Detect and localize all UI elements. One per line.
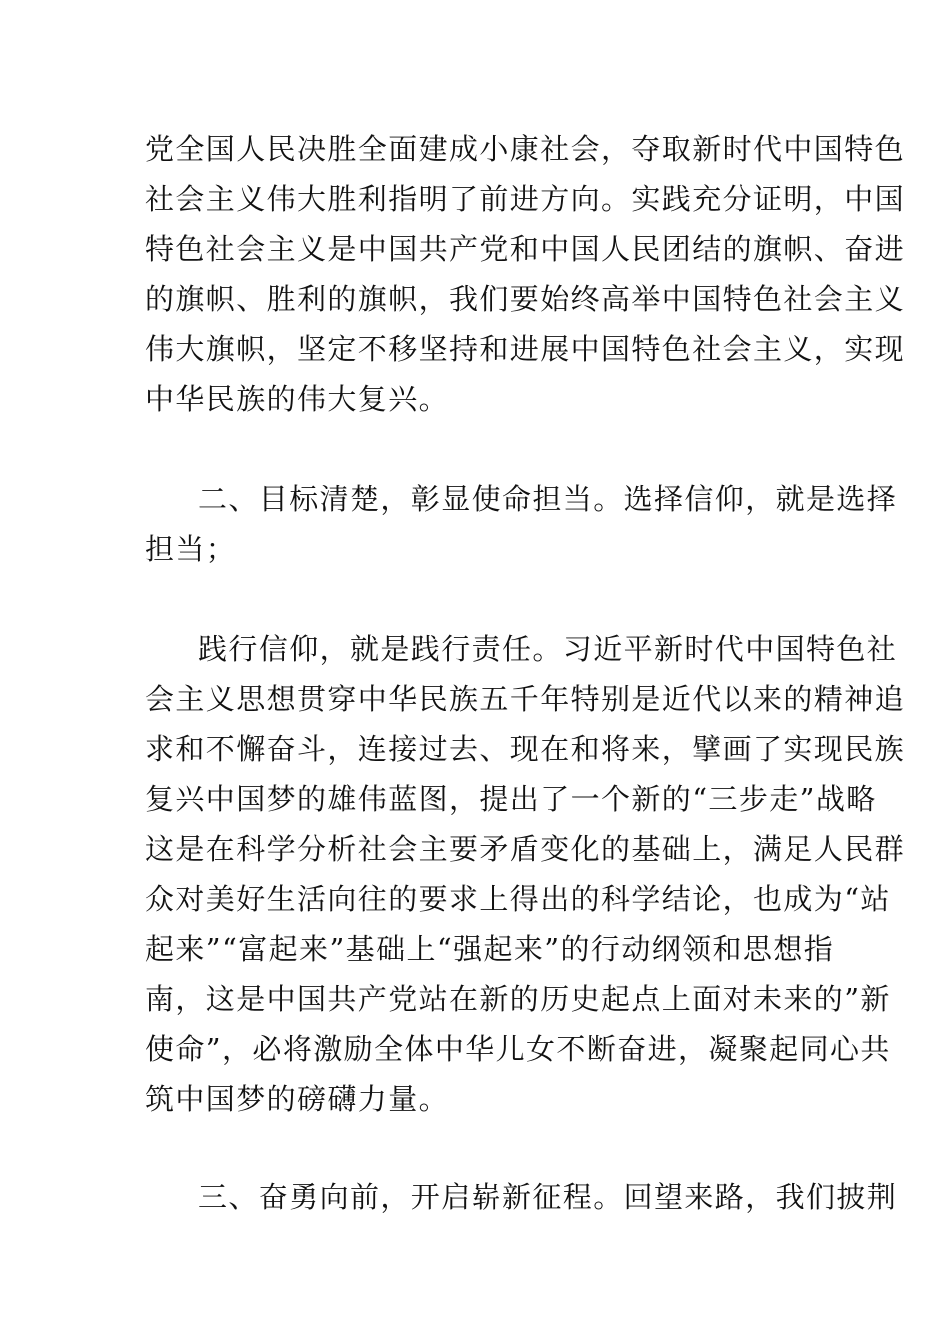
paragraph-practice: [145, 624, 906, 1124]
paragraph-line: 会主义思想贯穿中华民族五千年特别是近代以来的精神追: [145, 682, 906, 716]
paragraph-section-three: [145, 1172, 898, 1222]
paragraph-line: 党全国人民决胜全面建成小康社会，夺取新时代中国特色: [145, 132, 906, 166]
paragraph-line: 践行信仰，就是践行责任。习近平新时代中国特色社: [198, 632, 898, 666]
paragraph-line: 众对美好生活向往的要求上得出的科学结论，也成为“站: [145, 882, 891, 916]
paragraph-line: 担当；: [145, 532, 237, 566]
paragraph-line: 二、目标清楚，彰显使命担当。选择信仰，就是选择: [198, 482, 898, 516]
paragraph-line: 特色社会主义是中国共产党和中国人民团结的旗帜、奋进: [145, 232, 906, 266]
paragraph-line: 伟大旗帜，坚定不移坚持和进展中国特色社会主义，实现: [145, 332, 906, 366]
paragraph-line: 中华民族的伟大复兴。: [145, 382, 450, 416]
paragraph-line: 使命”，必将激励全体中华儿女不断奋进，凝聚起同心共: [145, 1032, 891, 1066]
paragraph-line: 起来”“富起来”基础上“强起来”的行动纲领和思想指: [145, 932, 835, 966]
paragraph-line: 求和不懈奋斗，连接过去、现在和将来，擘画了实现民族: [145, 732, 906, 766]
paragraph-line: 三、奋勇向前，开启崭新征程。回望来路，我们披荆: [198, 1180, 898, 1214]
paragraph-line: 的旗帜、胜利的旗帜，我们要始终高举中国特色社会主义: [145, 282, 906, 316]
paragraph-line: 这是在科学分析社会主要矛盾变化的基础上，满足人民群: [145, 832, 906, 866]
paragraph-line: 复兴中国梦的雄伟蓝图，提出了一个新的“三步走”战略: [145, 782, 877, 816]
paragraph-line: 筑中国梦的磅礴力量。: [145, 1082, 450, 1116]
paragraph-continuation: [145, 124, 906, 424]
paragraph-line: 社会主义伟大胜利指明了前进方向。实践充分证明，中国: [145, 182, 906, 216]
paragraph-line: 南，这是中国共产党站在新的历史起点上面对未来的”新: [145, 982, 891, 1016]
paragraph-section-two: [145, 474, 898, 574]
